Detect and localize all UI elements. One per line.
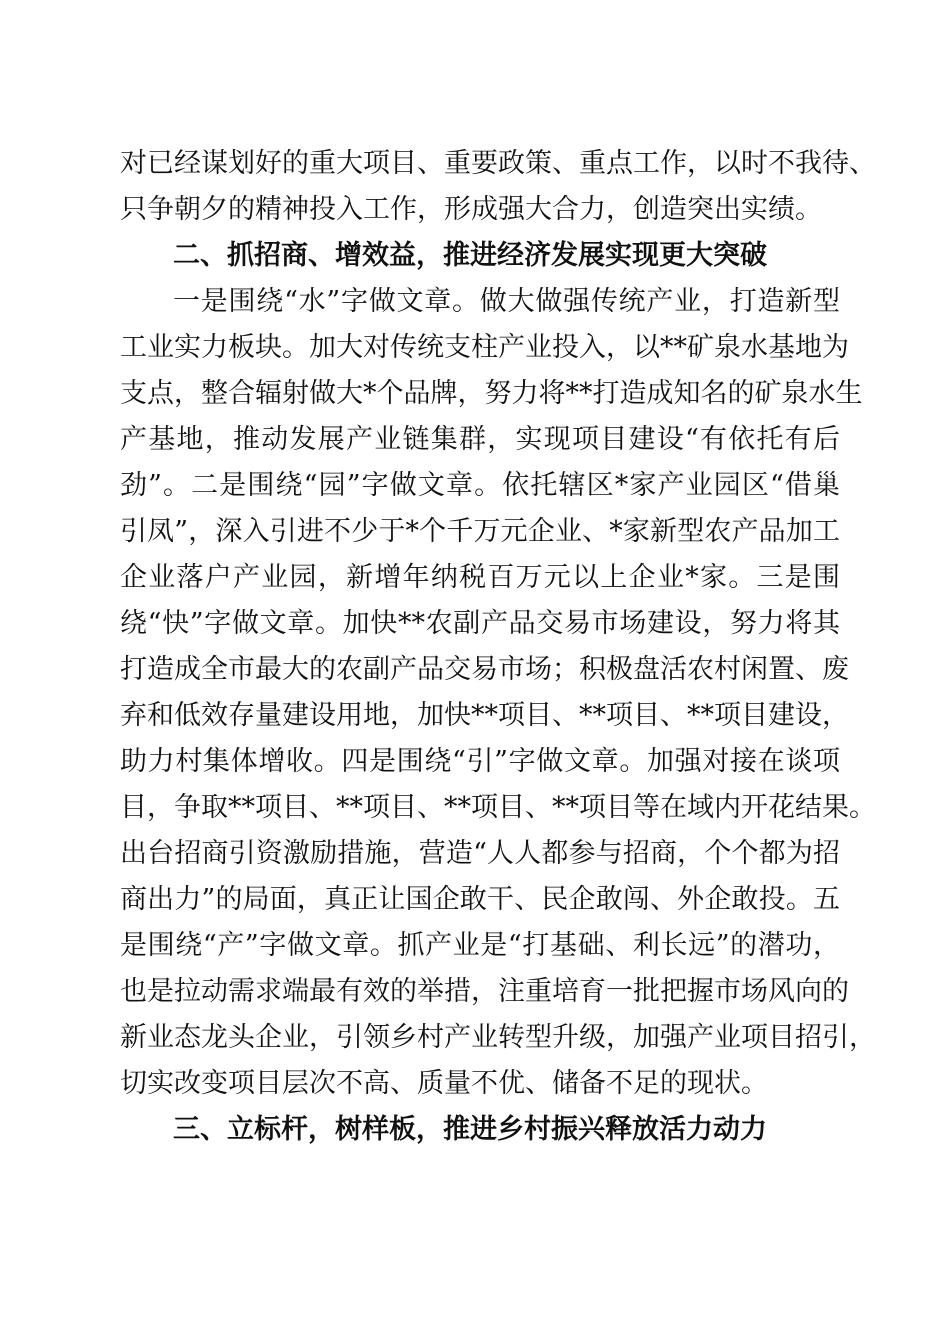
- paragraph-line: 弃和低效存量建设用地，加快**项目、**项目、**项目建设，: [120, 700, 849, 731]
- paragraph-line: 绕“快”字做文章。加快**农副产品交易市场建设，努力将其: [120, 608, 840, 639]
- paragraph-line: 劲”。二是围绕“园”字做文章。依托辖区*家产业园区“借巢: [120, 470, 840, 501]
- paragraph-line: 商出力”的局面，真正让国企敢干、民企敢闯、外企敢投。五: [120, 884, 840, 915]
- paragraph-line: 打造成全市最大的农副产品交易市场；积极盘活农村闲置、废: [120, 654, 849, 685]
- paragraph-line: 对已经谋划好的重大项目、重要政策、重点工作，以时不我待、: [120, 148, 876, 179]
- paragraph-line: 引凤”，深入引进不少于*个千万元企业、*家新型农产品加工: [120, 516, 840, 547]
- section-heading-2: 二、抓招商、增效益，推进经济发展实现更大突破: [173, 240, 767, 271]
- paragraph-line: 支点，整合辐射做大*个品牌，努力将**打造成知名的矿泉水生: [120, 378, 863, 409]
- paragraph-line: 一是围绕“水”字做文章。做大做强传统产业，打造新型: [173, 286, 840, 317]
- paragraph-line: 企业落户产业园，新增年纳税百万元以上企业*家。三是围: [120, 562, 840, 593]
- paragraph-line: 目，争取**项目、**项目、**项目、**项目等在域内开花结果。: [120, 792, 876, 823]
- paragraph-line: 新业态龙头企业，引领乡村产业转型升级，加强产业项目招引，: [120, 1022, 876, 1053]
- paragraph-line: 只争朝夕的精神投入工作，形成强大合力，创造突出实绩。: [120, 194, 822, 225]
- paragraph-line: 也是拉动需求端最有效的举措，注重培育一批把握市场风向的: [120, 976, 849, 1007]
- section-heading-3: 三、立标杆，树样板，推进乡村振兴释放活力动力: [173, 1114, 767, 1145]
- paragraph-line: 是围绕“产”字做文章。抓产业是“打基础、利长远”的潜功，: [120, 930, 840, 961]
- paragraph-line: 产基地，推动发展产业链集群，实现项目建设“有依托有后: [120, 424, 840, 455]
- paragraph-line: 工业实力板块。加大对传统支柱产业投入，以**矿泉水基地为: [120, 332, 849, 363]
- paragraph-line: 切实改变项目层次不高、质量不优、储备不足的现状。: [120, 1068, 768, 1099]
- paragraph-line: 出台招商引资激励措施，营造“人人都参与招商，个个都为招: [120, 838, 840, 869]
- paragraph-line: 助力村集体增收。四是围绕“引”字做文章。加强对接在谈项: [120, 746, 840, 777]
